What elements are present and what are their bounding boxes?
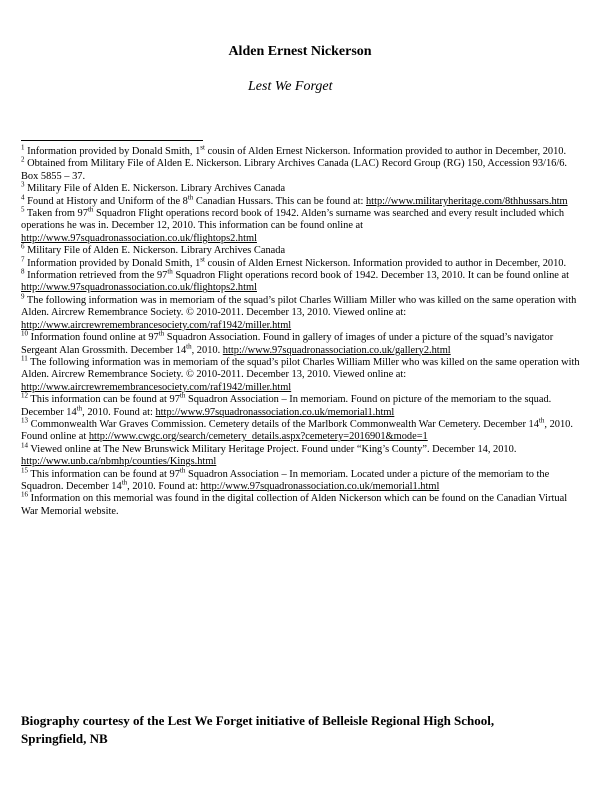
- footnote-text: Squadron Flight operations record book of 1942. December 13, 2010. It can be found online at: [172, 270, 569, 282]
- footnote-text: The following information was in memoriam of the squad’s pilot Charles William Miller who was killed on the same operation with Alden. Aircrew Remembrance Society. © 2010-2011. December 13, 2010. Viewed online at:: [21, 356, 580, 381]
- footnote-item: [21, 292, 586, 332]
- ordinal-suffix: th: [179, 391, 186, 400]
- footnote-link[interactable]: http://www.aircrewremembrancesociety.com/raf1942/miller.html: [21, 381, 292, 393]
- footnote-link[interactable]: http://www.unb.ca/nbmhp/counties/Kings.html: [21, 456, 217, 468]
- page-title: Alden Ernest Nickerson: [228, 44, 372, 59]
- ordinal-suffix: th: [167, 267, 173, 276]
- ordinal-suffix: th: [121, 478, 128, 487]
- footnote-text: Commonwealth War Graves Commission. Cemetery details of the Marlbork Commonwealth War Cemetery. December 14: [30, 418, 539, 430]
- footnote-number: 3: [21, 180, 25, 189]
- footnote-text: Obtained from Military File of Alden E. Nickerson. Library Archives Canada (LAC) Record Group (RG) 150, Accession 93/16/6. Box 5855 – 37.: [21, 158, 568, 182]
- footnote-number: 5: [21, 205, 25, 214]
- footnote-number: 1: [21, 143, 25, 152]
- footnote-item: [21, 255, 586, 270]
- footnote-number: 7: [21, 255, 25, 264]
- page-subtitle: Lest We Forget: [248, 79, 333, 94]
- footnote-text: Military File of Alden E. Nickerson. Library Archives Canada: [27, 245, 286, 257]
- footnote-link[interactable]: http://www.aircrewremembrancesociety.com/raf1942/miller.html: [21, 319, 292, 331]
- footnote-item: [21, 329, 586, 357]
- footnote-text: , 2010. Found online at: [21, 418, 573, 443]
- footnote-text: Military File of Alden E. Nickerson. Library Archives Canada: [27, 183, 286, 195]
- footnote-text: Squadron Flight operations record book of 1942. Alden’s surname was searched and every result included which operations he was in. December 12, 2010. This information can be found online at: [21, 208, 565, 232]
- footnote-text: , 2010. Found at:: [82, 406, 156, 418]
- footnote-text: Information provided by Donald Smith, 1: [27, 257, 201, 269]
- footnote-item: [21, 205, 586, 245]
- footnote-link[interactable]: http://www.97squadronassociation.co.uk/memorial1.html: [200, 480, 440, 492]
- ordinal-suffix: th: [158, 329, 165, 338]
- footnote-number: 13: [21, 416, 28, 425]
- footnote-text: This information can be found at 97: [30, 394, 180, 406]
- footnote-text: Found at History and Uniform of the 8: [27, 195, 188, 207]
- footnote-text: Information retrieved from the 97: [27, 270, 168, 282]
- footnote-number: 11: [21, 354, 28, 363]
- footnote-text: Taken from 97: [26, 208, 88, 220]
- footnote-divider: [21, 140, 203, 141]
- footnote-number: 9: [21, 292, 25, 301]
- footnote-item: [21, 441, 586, 469]
- footnote-text: Information found online at 97: [30, 332, 159, 344]
- footnote-text: , 2010. Found at:: [127, 480, 201, 492]
- footnote-number: 2: [21, 155, 25, 164]
- footnote-item: [21, 466, 586, 494]
- footnote-text: , 2010.: [191, 344, 223, 356]
- footnote-link[interactable]: http://www.97squadronassociation.co.uk/flightops2.html: [21, 232, 257, 244]
- footnote-number: 6: [21, 242, 25, 251]
- footnote-list: [21, 143, 586, 518]
- footnote-item: [21, 490, 586, 518]
- footnote-link[interactable]: http://www.cwgc.org/search/cemetery_details.aspx?cemetery=2016901&mode=1: [88, 431, 428, 443]
- footnote-text: cousin of Alden Ernest Nickerson. Information provided to author in December, 2010.: [204, 146, 567, 157]
- ordinal-suffix: th: [87, 205, 94, 214]
- ordinal-suffix: th: [187, 193, 194, 202]
- footnote-number: 12: [21, 391, 28, 400]
- ordinal-suffix: th: [186, 342, 192, 351]
- footnote-text: This information can be found at 97: [30, 468, 180, 480]
- footnote-item: [21, 416, 586, 444]
- footnote-item: [21, 391, 586, 419]
- footnote-item: [21, 242, 586, 257]
- footnote-number: 16: [21, 490, 28, 499]
- footnote-link[interactable]: http://www.militaryheritage.com/8thhussars.htm: [365, 195, 568, 207]
- footnote-text: Canadian Hussars. This can be found at:: [193, 195, 366, 207]
- footnote-item: [21, 155, 586, 183]
- ordinal-suffix: th: [179, 466, 186, 475]
- footnote-text: Squadron Association – In memoriam. Located under a picture of the memoriam to the Squadron. December 14: [21, 468, 550, 492]
- footnote-link[interactable]: http://www.97squadronassociation.co.uk/memorial1.html: [155, 406, 395, 418]
- footnote-text: The following information was in memoriam of the squad’s pilot Charles William Miller who was killed on the same operation with Alden. Aircrew Remembrance Society. © 2010-2011. December 13, 2010. Viewed online at:: [21, 294, 577, 319]
- ordinal-suffix: th: [76, 404, 83, 413]
- ordinal-suffix: st: [200, 143, 205, 152]
- footnote-item: [21, 143, 586, 158]
- footnote-item: [21, 267, 586, 295]
- biography-credit: Biography courtesy of the Lest We Forget initiative of Belleisle Regional High School, Springfield, NB: [21, 713, 495, 746]
- footnote-number: 4: [21, 193, 25, 202]
- footnote-text: Squadron Association – In memoriam. Found on picture of the memoriam to the squad. December 14: [21, 394, 552, 418]
- footnote-text: cousin of Alden Ernest Nickerson. Information provided to author in December, 2010.: [204, 257, 567, 269]
- footnote-item: [21, 354, 586, 394]
- footnote-item: [21, 180, 586, 195]
- footnote-text: Squadron Association. Found in gallery of images of under a picture of the squad’s navigator Sergeant Alan Grossmith. December 14: [21, 332, 554, 356]
- footnote-link[interactable]: http://www.97squadronassociation.co.uk/flightops2.html: [21, 282, 257, 294]
- ordinal-suffix: th: [538, 416, 545, 425]
- footnote-text: Information provided by Donald Smith, 1: [27, 146, 201, 157]
- footnote-number: 14: [21, 441, 28, 450]
- footnote-number: 8: [21, 267, 25, 276]
- ordinal-suffix: st: [200, 255, 205, 264]
- footnote-text: Information on this memorial was found in the digital collection of Alden Nickerson which can be found on the Canadian Virtual War Memorial website.: [21, 493, 568, 517]
- footnote-link[interactable]: http://www.97squadronassociation.co.uk/gallery2.html: [222, 344, 451, 356]
- footnote-number: 10: [21, 329, 28, 338]
- footnote-item: [21, 193, 586, 208]
- footnote-text: Viewed online at The New Brunswick Military Heritage Project. Found under “King’s County”. December 14, 2010.: [30, 443, 517, 455]
- footnote-number: 15: [21, 466, 28, 475]
